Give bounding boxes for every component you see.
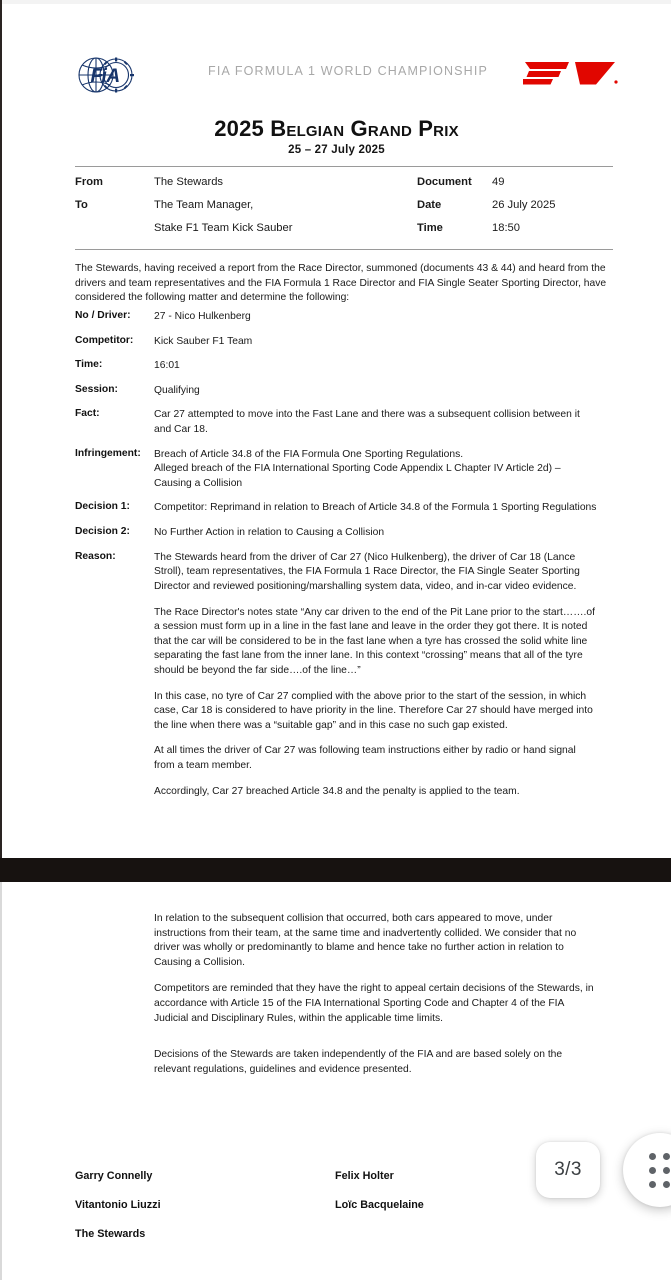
document-page-1	[2, 4, 671, 858]
fact-value: Car 27 attempted to move into the Fast Lane and there was a subsequent collision between it and Car 18.	[154, 409, 580, 436]
driver-label: No / Driver:	[75, 310, 131, 321]
decision2-label: Decision 2:	[75, 526, 130, 538]
reason-paragraph-1: The Stewards heard from the driver of Car 27 (Nico Hulkenberg), the driver of Car 18 (Lance Stroll), team representatives, the FIA Formula 1 Race Director, the FIA Single Seater Sporting Director and reviewed positioning/marshalling system data, video, and in-car video evidence.	[154, 551, 580, 592]
meta-rule-top	[75, 166, 613, 167]
signatory: Loïc Bacquelaine	[335, 1199, 424, 1211]
signature-column-right	[335, 1170, 424, 1228]
reason-paragraph-3: In this case, no tyre of Car 27 complied with the above prior to the start of the session, in which case, Car 18 is considered to have priority in the line. Therefore Car 27 should have merged into the line when there was a “suitable gap” and in this case no such gap existed.	[154, 690, 593, 731]
f1-logo-icon	[523, 58, 619, 88]
document-page-2	[2, 882, 671, 1280]
competitor-label: Competitor:	[75, 334, 134, 346]
page-title: 2025 Belgian Grand Prix	[214, 116, 459, 141]
page-indicator[interactable]: 3/3	[536, 1142, 600, 1198]
session-value: Qualifying	[154, 384, 200, 396]
page2-paragraph-3: Decisions of the Stewards are taken independently of the FIA and are based solely on the relevant regulations, guidelines and evidence presented.	[154, 1049, 563, 1075]
page2-body	[154, 912, 598, 1077]
meta-from-label: From	[75, 176, 103, 188]
reason-paragraph-5: Accordingly, Car 27 breached Article 34.8 and the penalty is applied to the team.	[154, 785, 520, 797]
signatory: Vitantonio Liuzzi	[75, 1199, 161, 1211]
time-value: 16:01	[154, 360, 180, 372]
meta-document-value: 49	[492, 176, 505, 188]
detail-row-driver	[2, 310, 671, 325]
decision-details	[2, 310, 671, 809]
meta-time-label: Time	[417, 222, 443, 234]
detail-row-session	[2, 384, 671, 399]
decision1-label: Decision 1:	[75, 501, 130, 513]
signature-column-left	[75, 1170, 161, 1257]
reason-paragraph-4: At all times the driver of Car 27 was following team instructions either by radio or hand signal from a team member.	[154, 745, 576, 772]
fact-label: Fact:	[75, 408, 100, 420]
meta-date-value: 26 July 2025	[492, 199, 556, 211]
meta-time-value: 18:50	[492, 222, 520, 234]
page2-paragraph-2: Competitors are reminded that they have the right to appeal certain decisions of the Stewards, in accordance with Article 15 of the FIA International Sporting Code and Chapter 4 of the FIA Judicial and Disciplinary Rules, within the applicable time limits.	[154, 983, 594, 1024]
detail-row-infringement	[2, 448, 671, 492]
signatory: Felix Holter	[335, 1170, 394, 1182]
event-dates: 25 – 27 July 2025	[288, 144, 385, 156]
decision1-value: Competitor: Reprimand in relation to Breach of Article 34.8 of the Formula 1 Sporting Regulations	[154, 502, 597, 514]
competitor-value: Kick Sauber F1 Team	[154, 335, 253, 347]
decision2-value: No Further Action in relation to Causing a Collision	[154, 527, 385, 539]
meta-to-label: To	[75, 199, 88, 211]
signatory: Garry Connelly	[75, 1170, 153, 1182]
infringement-label: Infringement:	[75, 447, 141, 459]
detail-row-time	[2, 359, 671, 374]
letterhead	[2, 44, 671, 106]
detail-row-fact	[2, 408, 671, 437]
grid-icon	[649, 1153, 671, 1190]
detail-row-competitor	[2, 335, 671, 350]
reason-paragraph-2: The Race Director's notes state “Any car driven to the end of the Pit Lane prior to the start…….of a session must form up in a line in the fast lane and leave in the order they got there. It is noted that the car will be considered to be in the fast lane when a tyre has crossed the solid white line separating the fast lane from the inner lane. In this context “crossing” means that all of the tyre should be beyond the far side….of the line…”	[154, 606, 595, 676]
infringement-line-1: Breach of Article 34.8 of the FIA Formula One Sporting Regulations.	[154, 448, 464, 460]
detail-row-decision-1	[2, 501, 671, 516]
reason-value	[154, 551, 598, 800]
signatory: The Stewards	[75, 1228, 146, 1240]
infringement-line-2: Alleged breach of the FIA International Sporting Code Appendix L Chapter IV Article 2d) – Causing a Collision	[154, 463, 561, 489]
reason-label: Reason:	[75, 550, 116, 562]
svg-text:FiA: FiA	[90, 66, 120, 87]
detail-row-reason	[2, 551, 671, 800]
intro-paragraph: The Stewards, having received a report from the Race Director, summoned (documents 43 & 44) and heard from the drivers and team representatives and the FIA Formula 1 Race Director and FIA Single Seater Sporting Director, have considered the following matter and determine the following:	[75, 263, 607, 304]
infringement-value	[154, 448, 598, 492]
document-meta	[2, 172, 671, 248]
meta-date-label: Date	[417, 199, 442, 211]
fia-logo-icon	[75, 50, 137, 100]
championship-title: FIA FORMULA 1 WORLD CHAMPIONSHIP	[208, 64, 488, 78]
page-separator	[0, 858, 671, 882]
meta-document-label: Document	[417, 176, 472, 188]
meta-rule-bottom	[75, 249, 613, 250]
time-label: Time:	[75, 359, 103, 371]
driver-value: 27 - Nico Hulkenberg	[154, 311, 251, 322]
session-label: Session:	[75, 383, 118, 395]
meta-to-value-line1: The Team Manager,	[154, 199, 254, 211]
meta-from-value: The Stewards	[154, 176, 224, 188]
page2-paragraph-1: In relation to the subsequent collision that occurred, both cars appeared to move, under instructions from their team, at the same time and inadvertently collided. We consider that no driver was wholly or predominantly to blame and hence take no further action in relation to Causing a Collision.	[154, 913, 577, 968]
detail-row-decision-2	[2, 526, 671, 541]
meta-to-value-line2: Stake F1 Team Kick Sauber	[154, 222, 293, 234]
